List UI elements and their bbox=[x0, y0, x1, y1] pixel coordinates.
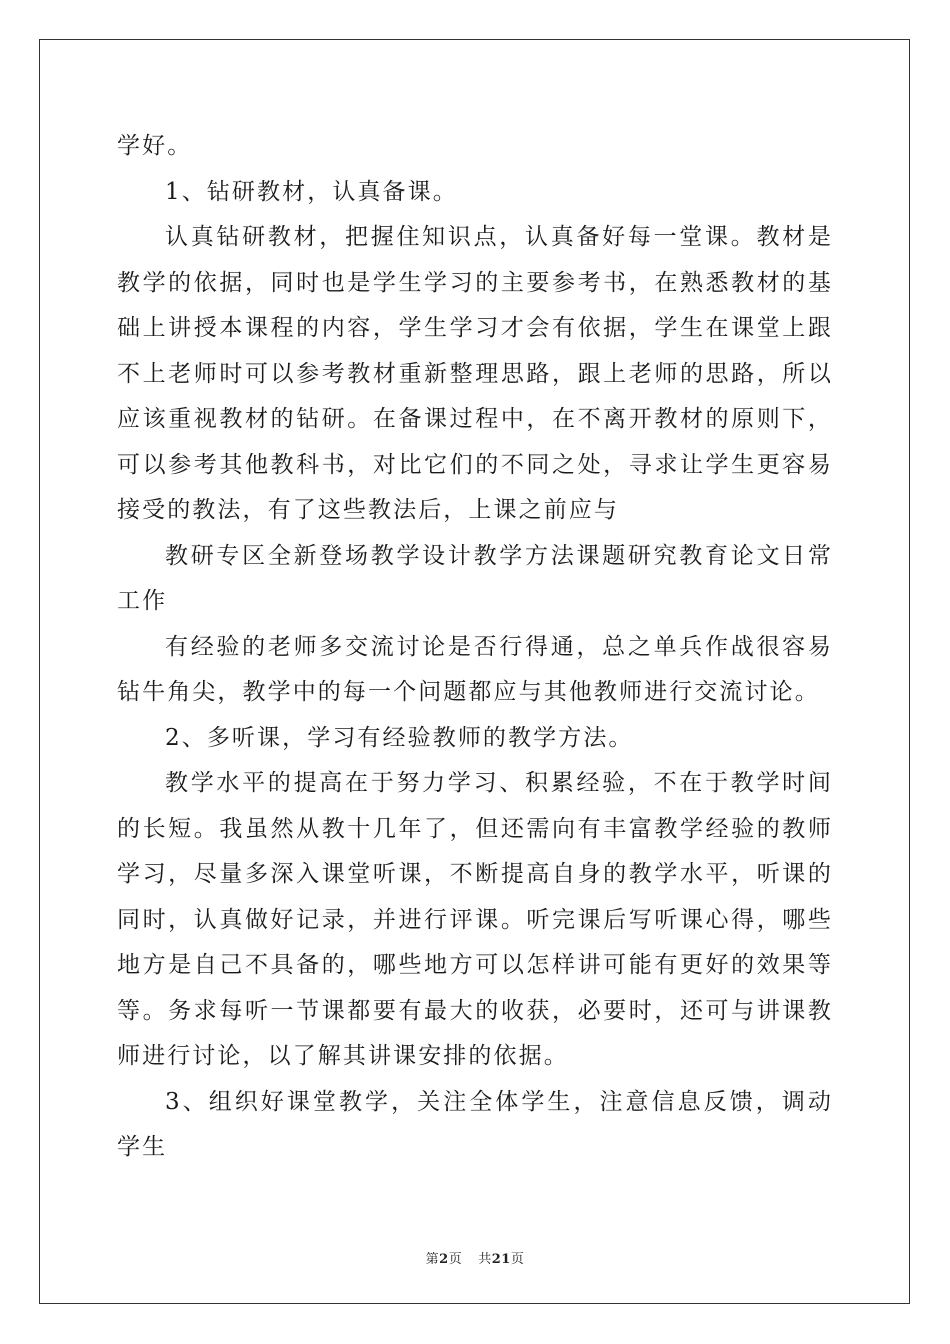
paragraph-continuation: 学好。 bbox=[117, 133, 193, 159]
paragraph-inserted-banner-text: 教研专区全新登场教学设计教学方法课题研究教育论文日常工作 bbox=[117, 542, 833, 614]
document-body bbox=[117, 124, 833, 1171]
paragraph-study-materials: 认真钻研教材，把握住知识点，认真备好每一堂课。教材是教学的依据，同时也是学生学习的主要参考书，在熟悉教材的基础上讲授本课程的内容，学生学习才会有依据，学生在课堂上跟不上老师时可以参考教材重新整理思路，跟上老师的思路，所以应该重视教材的钻研。在备课过程中，在不离开教材的原则下，可以参考其他教科书，对比它们的不同之处，寻求让学生更容易接受的教法，有了这些教法后，上课之前应与 bbox=[117, 224, 833, 523]
heading-item-2: 2、多听课，学习有经验教师的教学方法。 bbox=[165, 724, 634, 751]
page-number: 2 bbox=[439, 1252, 449, 1267]
total-suffix: 页 bbox=[510, 1252, 525, 1267]
total-prefix: 共 bbox=[478, 1252, 492, 1267]
total-pages: 21 bbox=[491, 1252, 511, 1267]
paragraph-attend-lessons: 教学水平的提高在于努力学习、积累经验，不在于教学时间的长短。我虽然从教十几年了，但还需向有丰富教学经验的教师学习，尽量多深入课堂听课，不断提高自身的教学水平，听课的同时，认真做好记录，并进行评课。听完课后写听课心得，哪些地方是自己不具备的，哪些地方可以怎样讲可能有更好的效果等等。务求每听一节课都要有最大的收获，必要时，还可与讲课教师进行讨论，以了解其讲课安排的依据。 bbox=[117, 770, 833, 1069]
heading-item-3: 3、组织好课堂教学，关注全体学生，注意信息反馈，调动学生 bbox=[117, 1088, 833, 1160]
page-suffix: 页 bbox=[448, 1252, 463, 1267]
page-footer bbox=[0, 1248, 950, 1267]
paragraph-discussion: 有经验的老师多交流讨论是否行得通，总之单兵作战很容易钻牛角尖，教学中的每一个问题都应与其他教师进行交流讨论。 bbox=[117, 633, 833, 705]
page-prefix: 第 bbox=[425, 1252, 440, 1267]
heading-item-1: 1、钻研教材，认真备课。 bbox=[165, 178, 458, 205]
